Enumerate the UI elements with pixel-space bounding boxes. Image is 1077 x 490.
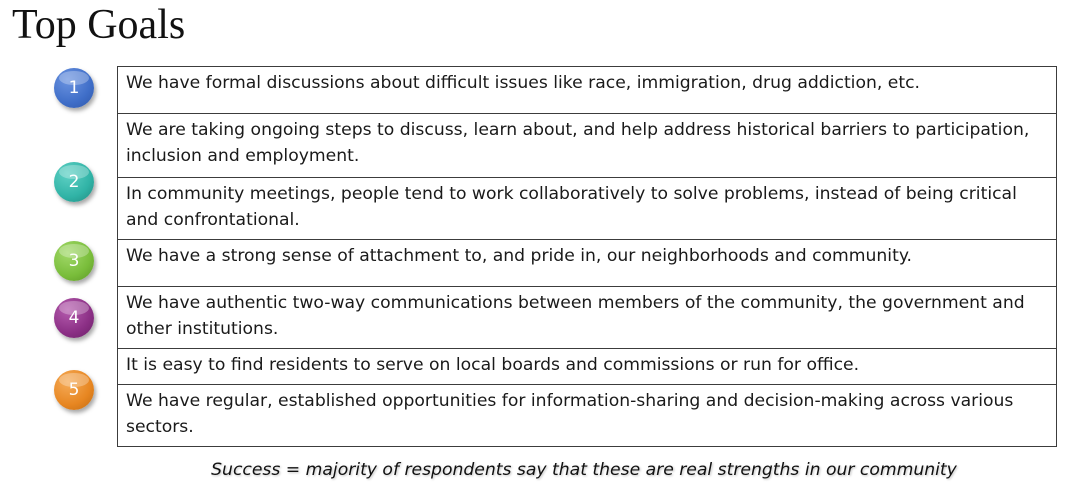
success-note: Success = majority of respondents say that these are real strengths in our community [211,460,957,480]
table-row [118,349,1057,385]
page-title: Top Goals [12,2,186,48]
table-row [118,67,1057,114]
goal-number-badge-5: 5 [54,370,94,410]
table-row [118,287,1057,349]
goal-statement: In community meetings, people tend to work collaboratively to solve problems, instead of being critical and confrontational. [118,178,1057,240]
goal-number-badge-1: 1 [54,68,94,108]
goal-number-badge-2: 2 [54,162,94,202]
goal-statement: We have formal discussions about difficult issues like race, immigration, drug addiction, etc. [118,67,1057,114]
goal-statement: We are taking ongoing steps to discuss, learn about, and help address historical barriers to participation, inclusion and employment. [118,114,1057,178]
goal-statement: We have a strong sense of attachment to, and pride in, our neighborhoods and community. [118,240,1057,287]
table-row [118,240,1057,287]
goal-statement: We have regular, established opportunities for information-sharing and decision-making across various sectors. [118,385,1057,447]
goal-number-badge-3: 3 [54,241,94,281]
table-row [118,385,1057,447]
goals-table [117,66,1057,447]
table-row [118,114,1057,178]
goal-statement: We have authentic two-way communications between members of the community, the government and other institutions. [118,287,1057,349]
goal-number-badge-4: 4 [54,298,94,338]
table-row [118,178,1057,240]
goal-statement: It is easy to find residents to serve on local boards and commissions or run for office. [118,349,1057,385]
